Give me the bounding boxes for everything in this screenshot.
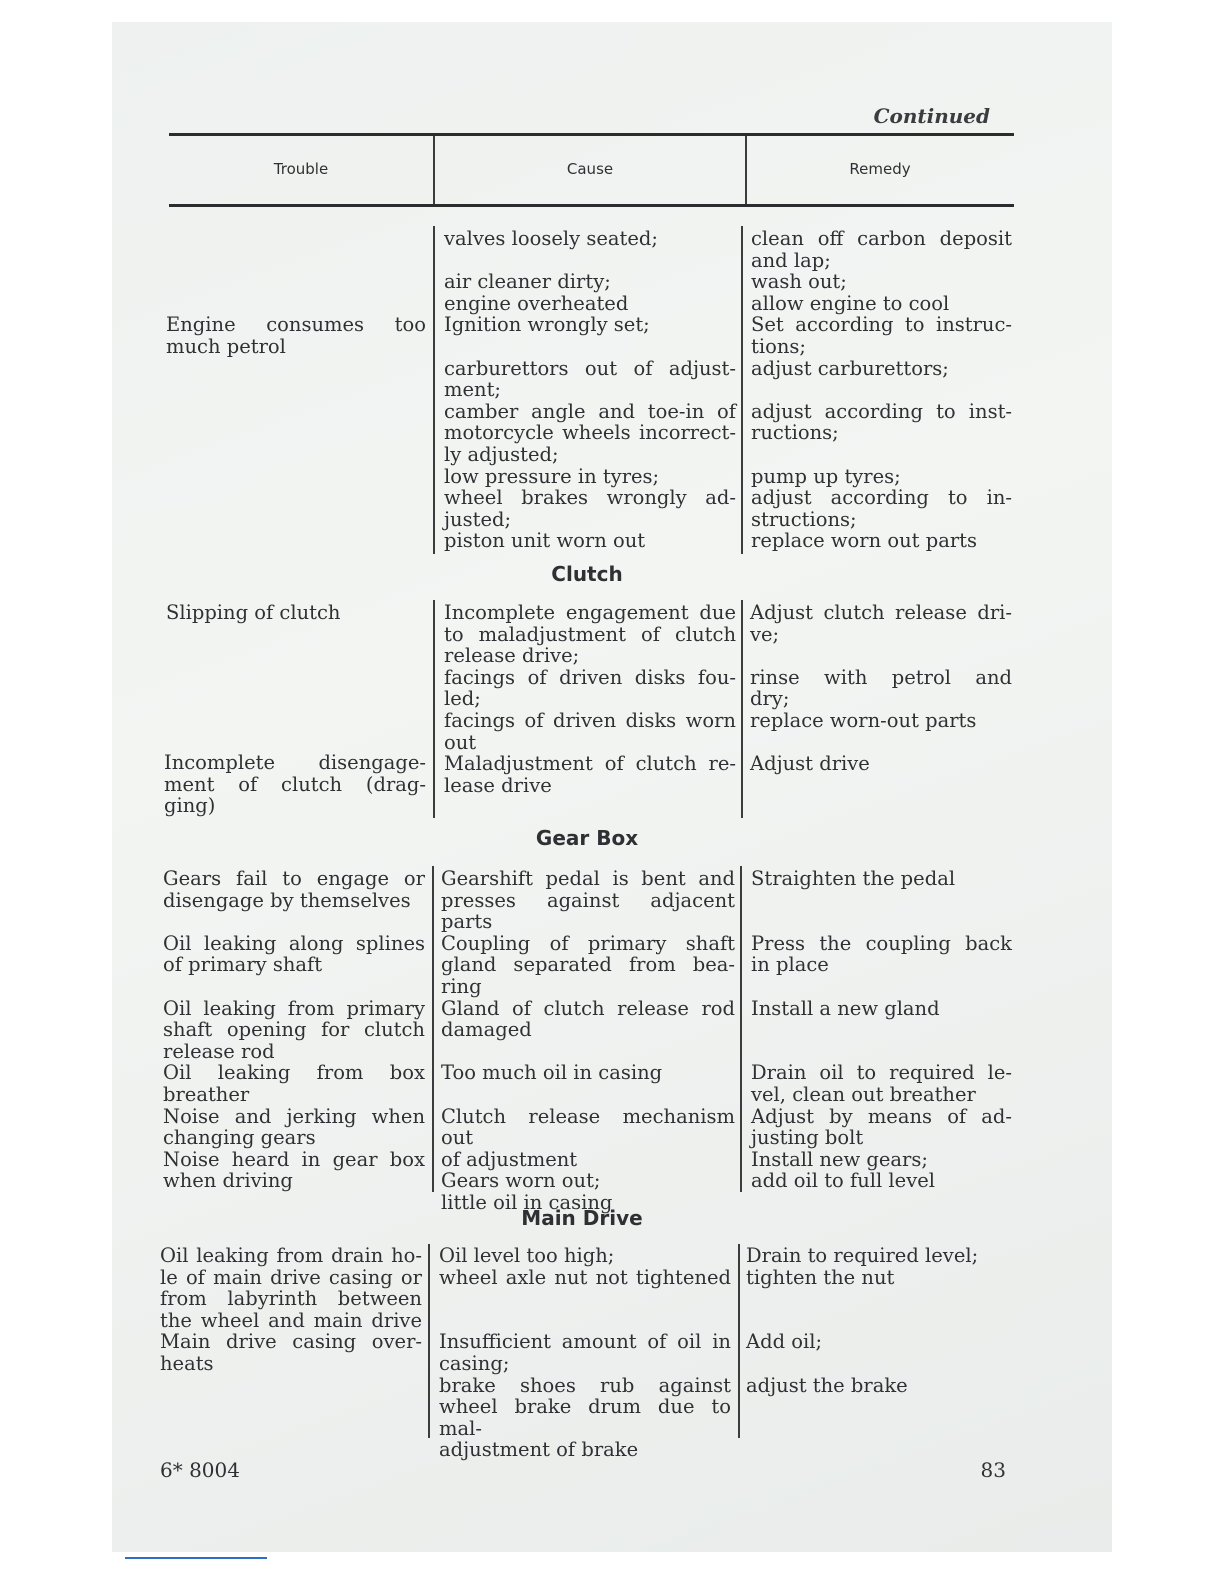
- gearbox-divider-2: [740, 866, 742, 1192]
- page-number: 83: [980, 1458, 1006, 1482]
- engine-divider-1: [433, 226, 435, 554]
- maindrive-trouble: Oil leaking from drain ho- le of main drive casing or from labyrinth between the wheel and main drive Main drive casing over- heats: [160, 1244, 422, 1375]
- column-header-remedy: Remedy: [849, 160, 911, 178]
- clutch-divider-2: [741, 600, 743, 818]
- maindrive-cause: Oil level too high; wheel axle nut not tightened Insufficient amount of oil in casing; brake shoes rub against wheel brake drum due to mal- adjustment of brake: [439, 1244, 731, 1462]
- section-title-clutch: Clutch: [551, 562, 623, 586]
- gearbox-divider-1: [432, 866, 434, 1192]
- clutch-trouble-disengagement: Incomplete disengage- ment of clutch (drag- ging): [164, 751, 426, 818]
- clutch-cause: Incomplete engagement due to maladjustment of clutch release drive; facings of driven disks fou- led; facings of driven disks worn out Maladjustment of clutch re- lease drive: [444, 601, 736, 797]
- top-rule: [169, 133, 1014, 136]
- maindrive-divider-1: [428, 1244, 430, 1438]
- column-header-cause: Cause: [566, 160, 614, 178]
- engine-trouble: Engine consumes too much petrol: [166, 313, 426, 358]
- engine-divider-2: [741, 226, 743, 554]
- continued-label: Continued: [873, 104, 990, 128]
- maindrive-divider-2: [738, 1244, 740, 1438]
- gearbox-trouble: Gears fail to engage or disengage by themselves Oil leaking along splines of primary shaft Oil leaking from primary shaft opening for clutch release rod Oil leaking from box breather Noise and jerking when changing gears Noise heard in gear box when driving: [163, 867, 425, 1193]
- clutch-divider-1: [433, 600, 435, 818]
- clutch-trouble-slipping: Slipping of clutch: [166, 601, 341, 624]
- engine-cause: valves loosely seated; air cleaner dirty; engine overheated Ignition wrongly set; carburettors out of adjust- ment; camber angle and toe-in of motorcycle wheels incorrect- ly adjusted; low pressure in tyres; wheel brakes wrongly ad- justed; piston unit worn out: [444, 227, 736, 553]
- gearbox-remedy: Straighten the pedal Press the coupling back in place Install a new gland Drain oil to required le- vel, clean out breather Adjust by means of ad- justing bolt Install new gears; add oil to full level: [751, 867, 1012, 1193]
- column-header-trouble: Trouble: [273, 160, 329, 178]
- header-divider-1: [433, 136, 435, 204]
- section-title-gear-box: Gear Box: [535, 826, 639, 850]
- engine-remedy: clean off carbon deposit and lap; wash out; allow engine to cool Set according to instruc- tions; adjust carburettors; adjust according to inst- ructions; pump up tyres; adjust according to in- structions; replace worn out parts: [751, 227, 1012, 553]
- gearbox-cause: Gearshift pedal is bent and presses against adjacent parts Coupling of primary shaft gland separated from bea- ring Gland of clutch release rod damaged Too much oil in casing Clutch release mechanism out of adjustment Gears worn out; little oil in casing: [441, 867, 735, 1214]
- maindrive-remedy: Drain to required level; tighten the nut Add oil; adjust the brake: [746, 1244, 979, 1397]
- bottom-link-underline: [125, 1557, 267, 1559]
- clutch-remedy: Adjust clutch release dri- ve; rinse with petrol and dry; replace worn-out parts Adjust drive: [750, 601, 1012, 776]
- section-title-main-drive: Main Drive: [521, 1206, 643, 1230]
- header-rule: [169, 204, 1014, 207]
- printer-signature: 6* 8004: [160, 1458, 240, 1482]
- header-divider-2: [745, 136, 747, 204]
